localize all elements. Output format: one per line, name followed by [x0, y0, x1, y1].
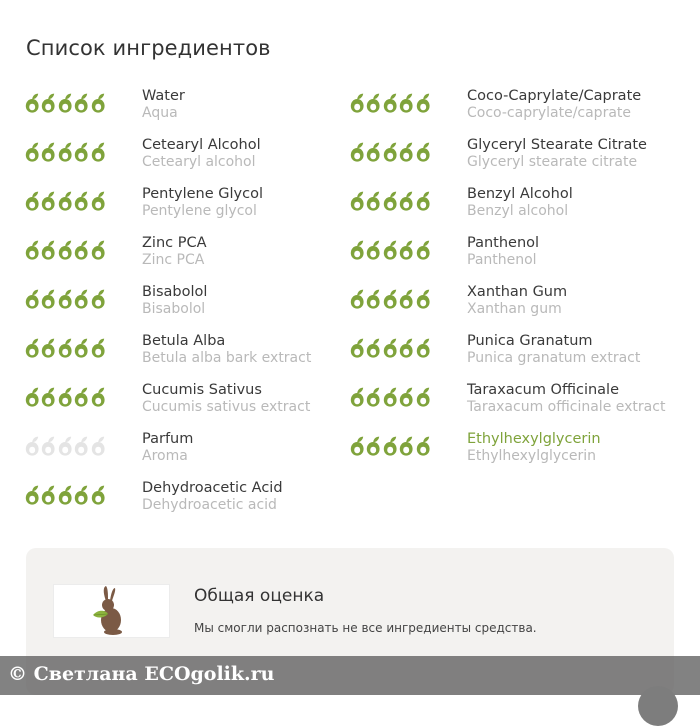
ingredient-row[interactable]	[349, 229, 694, 278]
rating-drop-icon	[90, 386, 106, 408]
ingredient-name: Taraxacum Officinale	[467, 382, 620, 398]
rating-drop-icon	[40, 190, 56, 212]
ingredient-names	[142, 88, 185, 122]
rating-drop-icon	[40, 141, 56, 163]
ingredients-column-left	[24, 82, 344, 523]
rating-drop-icon	[73, 92, 89, 114]
rating-drop-icon	[415, 337, 431, 359]
rating-drop-icon	[73, 141, 89, 163]
rating-drop-icon	[90, 484, 106, 506]
ingredient-inci: Bisabolol	[142, 301, 206, 317]
ingredient-names	[467, 431, 601, 465]
ingredient-inci: Betula alba bark extract	[142, 350, 312, 366]
rating-drop-icon	[57, 435, 73, 457]
rating-drop-icon	[415, 288, 431, 310]
ingredient-rating	[24, 435, 106, 457]
ingredient-rating	[349, 288, 431, 310]
page-title: Список ингредиентов	[26, 36, 271, 60]
rating-drop-icon	[365, 239, 381, 261]
ingredient-names	[142, 333, 311, 367]
rating-drop-icon	[349, 435, 365, 457]
ingredient-rating	[24, 484, 106, 506]
ingredient-inci: Aroma	[142, 448, 188, 464]
rating-drop-icon	[349, 190, 365, 212]
cruelty-free-image	[53, 584, 170, 638]
rating-drop-icon	[415, 435, 431, 457]
rating-drop-icon	[24, 141, 40, 163]
rating-drop-icon	[73, 239, 89, 261]
ingredient-rating	[24, 92, 106, 114]
ingredient-row[interactable]	[349, 131, 694, 180]
watermark-text: © Светлана ECOgolik.ru	[8, 663, 275, 685]
ingredient-inci: Ethylhexylglycerin	[467, 448, 596, 464]
ingredient-names	[142, 235, 207, 269]
rating-drop-icon	[398, 337, 414, 359]
ingredient-name: Zinc PCA	[142, 235, 207, 251]
rating-drop-icon	[382, 92, 398, 114]
ingredient-rating	[24, 337, 106, 359]
rating-drop-icon	[398, 288, 414, 310]
rating-drop-icon	[40, 288, 56, 310]
ingredient-inci: Panthenol	[467, 252, 537, 268]
scroll-top-button[interactable]	[638, 686, 678, 726]
ingredient-name: Parfum	[142, 431, 194, 447]
rating-drop-icon	[365, 190, 381, 212]
rating-drop-icon	[40, 92, 56, 114]
rating-drop-icon	[382, 435, 398, 457]
rating-drop-icon	[24, 92, 40, 114]
rating-drop-icon	[415, 239, 431, 261]
ingredient-inci: Punica granatum extract	[467, 350, 641, 366]
rating-drop-icon	[349, 337, 365, 359]
ingredient-rating	[24, 386, 106, 408]
rating-drop-icon	[40, 239, 56, 261]
ingredient-name: Benzyl Alcohol	[467, 186, 573, 202]
ingredient-names	[467, 186, 573, 220]
ingredient-inci: Benzyl alcohol	[467, 203, 569, 219]
rating-drop-icon	[57, 190, 73, 212]
rating-drop-icon	[382, 288, 398, 310]
ingredient-inci: Cetearyl alcohol	[142, 154, 256, 170]
rating-drop-icon	[57, 288, 73, 310]
rating-drop-icon	[24, 337, 40, 359]
ingredient-row[interactable]	[24, 425, 344, 474]
rating-drop-icon	[398, 190, 414, 212]
rating-drop-icon	[398, 239, 414, 261]
rating-drop-icon	[40, 435, 56, 457]
ingredient-names	[467, 137, 647, 171]
ingredient-name[interactable]: Ethylhexylglycerin	[467, 431, 601, 447]
ingredient-rating	[349, 190, 431, 212]
rating-drop-icon	[73, 288, 89, 310]
ingredient-name: Xanthan Gum	[467, 284, 568, 300]
rating-drop-icon	[90, 239, 106, 261]
rating-drop-icon	[57, 239, 73, 261]
ingredient-row[interactable]	[24, 131, 344, 180]
rating-drop-icon	[24, 288, 40, 310]
rating-drop-icon	[24, 484, 40, 506]
rating-drop-icon	[365, 337, 381, 359]
ingredient-row[interactable]	[24, 82, 344, 131]
ingredient-rating	[349, 435, 431, 457]
ingredient-name: Cucumis Sativus	[142, 382, 262, 398]
ingredient-rating	[349, 239, 431, 261]
rating-drop-icon	[90, 141, 106, 163]
rating-drop-icon	[382, 190, 398, 212]
ingredient-inci: Taraxacum officinale extract	[467, 399, 666, 415]
rating-drop-icon	[57, 92, 73, 114]
ingredient-names	[142, 382, 310, 416]
ingredient-rating	[24, 239, 106, 261]
ingredient-rating	[349, 337, 431, 359]
ingredient-name: Water	[142, 88, 185, 104]
rating-drop-icon	[365, 92, 381, 114]
rating-drop-icon	[382, 337, 398, 359]
ingredient-rating	[24, 288, 106, 310]
ingredient-row[interactable]	[349, 180, 694, 229]
rating-drop-icon	[57, 386, 73, 408]
ingredients-column-right	[349, 82, 694, 474]
rating-drop-icon	[398, 435, 414, 457]
rating-drop-icon	[349, 141, 365, 163]
ingredient-name: Betula Alba	[142, 333, 226, 349]
ingredient-names	[142, 480, 283, 514]
rating-drop-icon	[24, 239, 40, 261]
rating-drop-icon	[24, 190, 40, 212]
rating-drop-icon	[349, 239, 365, 261]
rating-drop-icon	[73, 190, 89, 212]
ingredient-names	[467, 284, 567, 318]
rating-drop-icon	[73, 435, 89, 457]
rating-drop-icon	[90, 435, 106, 457]
ingredient-rating	[24, 141, 106, 163]
rating-drop-icon	[349, 386, 365, 408]
rating-drop-icon	[382, 386, 398, 408]
ingredient-row[interactable]	[24, 278, 344, 327]
ingredient-row[interactable]	[24, 229, 344, 278]
rating-drop-icon	[349, 92, 365, 114]
ingredient-row[interactable]	[349, 327, 694, 376]
rating-drop-icon	[90, 288, 106, 310]
rating-drop-icon	[90, 337, 106, 359]
ingredient-name: Glyceryl Stearate Citrate	[467, 137, 647, 153]
ingredient-rating	[349, 386, 431, 408]
rating-drop-icon	[398, 92, 414, 114]
ingredient-name: Bisabolol	[142, 284, 208, 300]
rating-drop-icon	[73, 386, 89, 408]
ingredient-name: Dehydroacetic Acid	[142, 480, 283, 496]
ingredient-names	[467, 235, 539, 269]
rating-drop-icon	[73, 337, 89, 359]
rating-drop-icon	[365, 386, 381, 408]
ingredient-names	[142, 284, 207, 318]
ingredient-row[interactable]	[349, 278, 694, 327]
ingredient-inci: Pentylene glycol	[142, 203, 257, 219]
rating-drop-icon	[40, 484, 56, 506]
ingredient-row[interactable]	[24, 180, 344, 229]
rating-drop-icon	[90, 190, 106, 212]
rating-drop-icon	[382, 239, 398, 261]
rating-drop-icon	[415, 92, 431, 114]
rating-drop-icon	[57, 337, 73, 359]
rating-drop-icon	[57, 484, 73, 506]
ingredient-names	[467, 382, 665, 416]
rating-drop-icon	[365, 141, 381, 163]
ingredient-names	[467, 333, 640, 367]
rating-drop-icon	[415, 190, 431, 212]
ingredient-row[interactable]	[24, 376, 344, 425]
rating-drop-icon	[349, 288, 365, 310]
ingredient-row[interactable]	[24, 474, 344, 523]
ingredient-name: Coco-Caprylate/Caprate	[467, 88, 642, 104]
ingredient-row[interactable]	[349, 376, 694, 425]
ingredient-row[interactable]	[24, 327, 344, 376]
ingredient-rating	[24, 190, 106, 212]
ingredient-row[interactable]	[349, 82, 694, 131]
rating-drop-icon	[24, 435, 40, 457]
ingredient-rating	[349, 92, 431, 114]
ingredient-name: Cetearyl Alcohol	[142, 137, 261, 153]
ingredient-name: Panthenol	[467, 235, 540, 251]
rating-drop-icon	[24, 386, 40, 408]
summary-text: Мы смогли распознать не все ингредиенты средства.	[194, 621, 537, 635]
rating-drop-icon	[73, 484, 89, 506]
rating-drop-icon	[398, 141, 414, 163]
summary-title: Общая оценка	[194, 586, 325, 606]
ingredient-name: Punica Granatum	[467, 333, 593, 349]
ingredient-inci: Glyceryl stearate citrate	[467, 154, 638, 170]
ingredient-name: Pentylene Glycol	[142, 186, 263, 202]
ingredient-inci: Dehydroacetic acid	[142, 497, 277, 513]
ingredient-names	[142, 137, 261, 171]
rating-drop-icon	[90, 92, 106, 114]
ingredient-inci: Cucumis sativus extract	[142, 399, 311, 415]
rating-drop-icon	[415, 386, 431, 408]
rating-drop-icon	[40, 337, 56, 359]
ingredient-inci: Xanthan gum	[467, 301, 562, 317]
ingredient-names	[467, 88, 641, 122]
ingredient-row[interactable]	[349, 425, 694, 474]
rating-drop-icon	[40, 386, 56, 408]
rating-drop-icon	[415, 141, 431, 163]
rating-drop-icon	[365, 288, 381, 310]
ingredient-inci: Coco-caprylate/caprate	[467, 105, 632, 121]
ingredient-inci: Aqua	[142, 105, 178, 121]
rating-drop-icon	[365, 435, 381, 457]
rating-drop-icon	[57, 141, 73, 163]
ingredient-inci: Zinc PCA	[142, 252, 205, 268]
rating-drop-icon	[382, 141, 398, 163]
rating-drop-icon	[398, 386, 414, 408]
watermark-bar	[0, 656, 700, 695]
ingredient-rating	[349, 141, 431, 163]
ingredient-names	[142, 186, 263, 220]
rabbit-icon	[54, 585, 169, 637]
ingredient-names	[142, 431, 193, 465]
